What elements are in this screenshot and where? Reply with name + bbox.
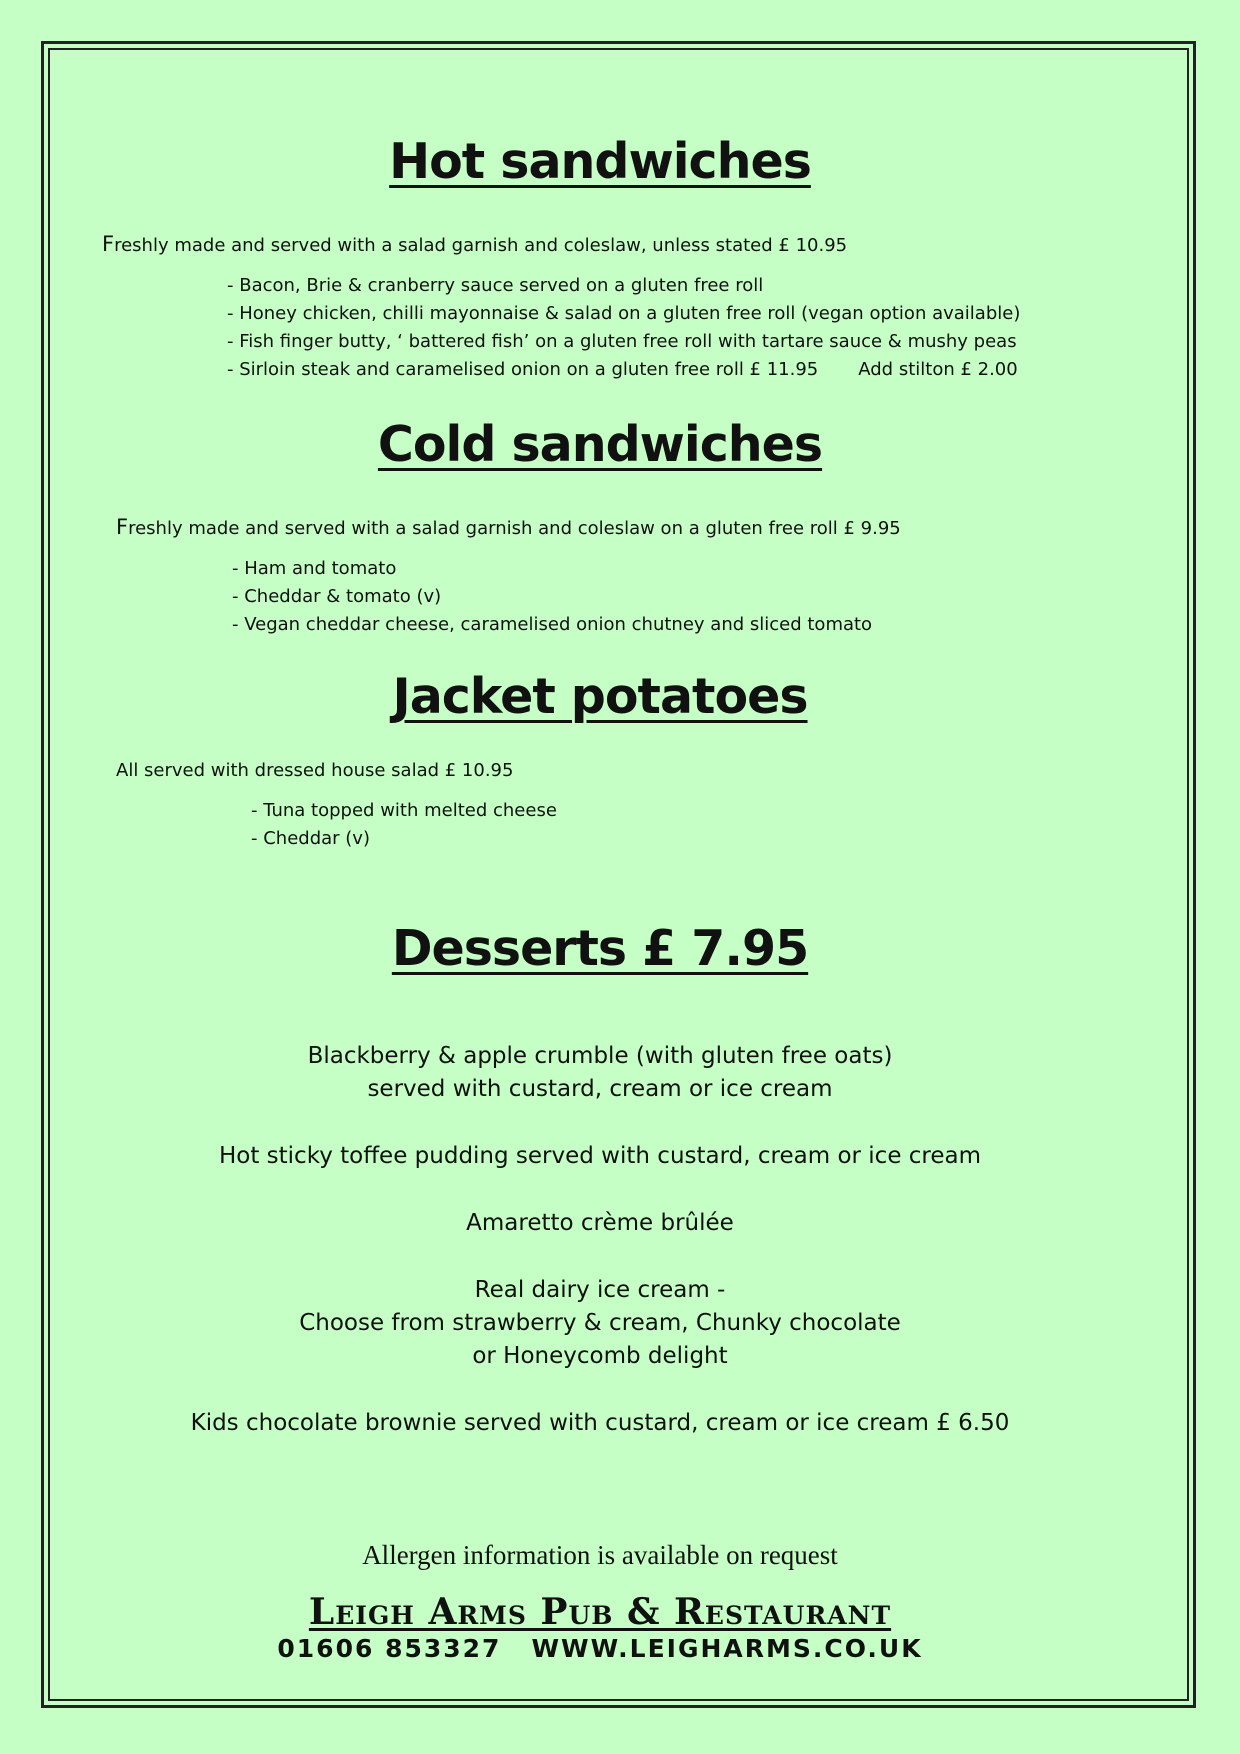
dessert-item xyxy=(0,1407,1200,1440)
list-item: - Bacon, Brie & cranberry sauce served on a gluten free roll xyxy=(227,272,1020,300)
pub-name: Leigh Arms Pub & Restaurant xyxy=(308,1591,892,1633)
hot-sandwiches-intro-text: reshly made and served with a salad garnish and coleslaw, unless stated £ 10.95 xyxy=(114,235,848,256)
dessert-line: Choose from strawberry & cream, Chunky chocolate xyxy=(299,1310,901,1336)
hot-sandwiches-heading: Hot sandwiches xyxy=(389,133,811,190)
contact-line xyxy=(0,1634,1200,1663)
cold-sandwiches-intro xyxy=(116,515,901,539)
list-item-text: Sirloin steak and caramelised onion on a gluten free roll £ 11.95 xyxy=(239,359,819,380)
list-item: - Cheddar (v) xyxy=(251,825,557,853)
desserts-list xyxy=(0,1040,1200,1474)
list-item: - Vegan cheddar cheese, caramelised onion chutney and sliced tomato xyxy=(232,611,872,639)
jacket-potatoes-intro: All served with dressed house salad £ 10.95 xyxy=(116,760,514,781)
dessert-line: served with custard, cream or ice cream xyxy=(367,1076,833,1102)
desserts-heading: Desserts £ 7.95 xyxy=(391,920,809,977)
dessert-line: Kids chocolate brownie served with custard, cream or ice cream £ 6.50 xyxy=(190,1410,1010,1436)
cold-sandwiches-heading: Cold sandwiches xyxy=(377,416,823,473)
dessert-item xyxy=(0,1040,1200,1106)
allergen-notice: Allergen information is available on request xyxy=(362,1540,838,1570)
list-item: - Fish finger butty, ‘ battered fish’ on a gluten free roll with tartare sauce & mushy peas xyxy=(227,328,1020,356)
phone-number: 01606 853327 xyxy=(277,1634,502,1663)
dessert-item xyxy=(0,1207,1200,1240)
cold-sandwiches-list xyxy=(232,555,872,639)
jacket-potatoes-heading: Jacket potatoes xyxy=(392,668,808,725)
hot-sandwiches-intro xyxy=(102,232,847,256)
dessert-line: Amaretto crème brûlée xyxy=(466,1210,734,1236)
list-item: - Tuna topped with melted cheese xyxy=(251,797,557,825)
jacket-potatoes-list xyxy=(251,797,557,853)
cold-sandwiches-intro-initial: F xyxy=(116,515,129,539)
add-stilton-option: Add stilton £ 2.00 xyxy=(858,359,1018,380)
list-item: - Honey chicken, chilli mayonnaise & salad on a gluten free roll (vegan option available) xyxy=(227,300,1020,328)
dessert-line: Blackberry & apple crumble (with gluten free oats) xyxy=(307,1043,893,1069)
hot-sandwiches-intro-initial: F xyxy=(102,232,115,256)
hot-sandwiches-list xyxy=(227,272,1020,384)
dessert-line: Hot sticky toffee pudding served with custard, cream or ice cream xyxy=(218,1143,982,1169)
list-item: - Ham and tomato xyxy=(232,555,872,583)
cold-sandwiches-intro-text: reshly made and served with a salad garnish and coleslaw on a gluten free roll £ 9.95 xyxy=(128,518,901,539)
dessert-line: Real dairy ice cream - xyxy=(474,1277,726,1303)
dessert-line: or Honeycomb delight xyxy=(472,1343,728,1369)
list-item: - Cheddar & tomato (v) xyxy=(232,583,872,611)
dessert-item xyxy=(0,1274,1200,1373)
list-item xyxy=(227,356,1020,384)
website-url: WWW.LEIGHARMS.CO.UK xyxy=(531,1634,923,1663)
dessert-item xyxy=(0,1140,1200,1173)
